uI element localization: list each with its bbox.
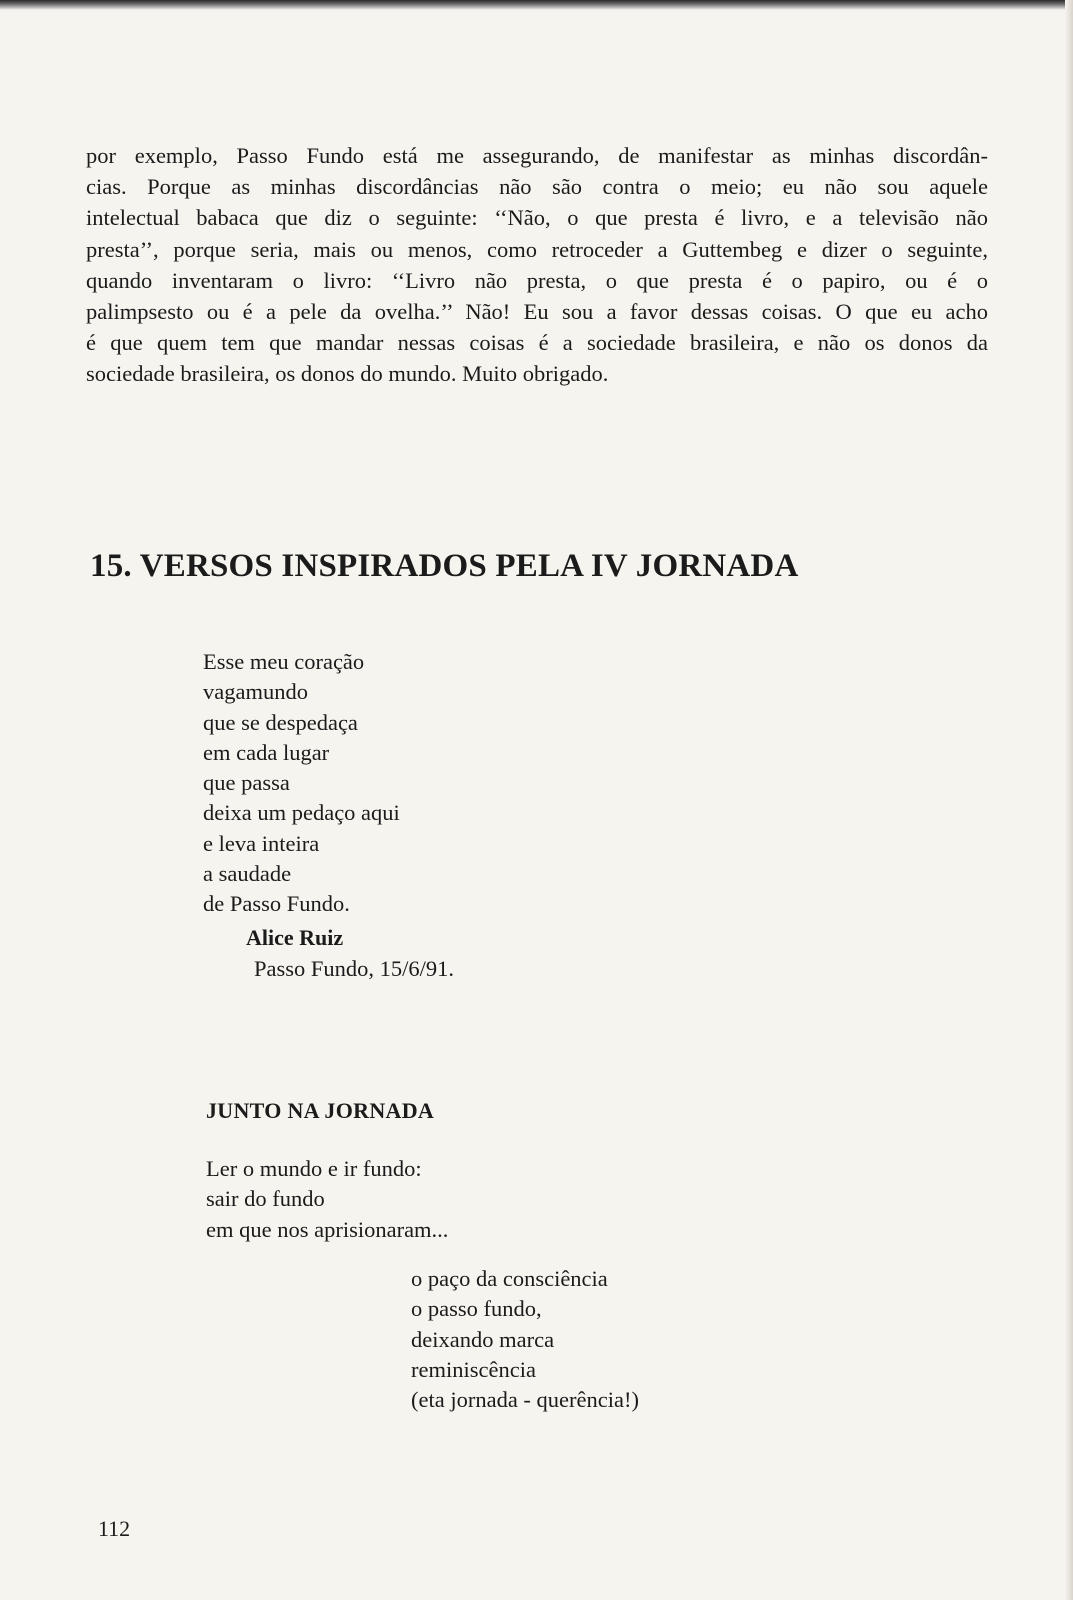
poem-verse: (eta jornada - querência!) <box>411 1387 639 1413</box>
poem-verse: deixando marca <box>411 1326 555 1352</box>
body-line: palimpsesto ou é a pele da ovelha.’’ Não! Eu sou a favor dessas coisas. O que eu acho <box>86 299 988 325</box>
poem-junto-stanza-1 <box>206 1154 448 1245</box>
body-paragraph <box>86 140 988 390</box>
poem-verse: que se despedaça <box>203 709 358 735</box>
poem-place-date: Passo Fundo, 15/6/91. <box>254 956 455 981</box>
poem-verse: Ler o mundo e ir fundo: <box>206 1156 422 1181</box>
poem-verse: a saudade <box>203 861 292 887</box>
body-line: sociedade brasileira, os donos do mundo. Muito obrigado. <box>86 361 609 387</box>
poem-junto-stanza-2 <box>411 1264 639 1415</box>
body-line: quando inventaram o livro: ‘‘Livro não presta, o que presta é o papiro, ou é o <box>86 267 988 293</box>
poem-verse: em cada lugar <box>203 739 330 765</box>
poem-verse: sair do fundo <box>206 1186 325 1212</box>
scan-right-edge <box>1065 0 1073 1600</box>
body-line: cias. Porque as minhas discordâncias não são contra o meio; eu não sou aquele <box>86 174 988 200</box>
section-title: 15. VERSOS INSPIRADOS PELA IV JORNADA <box>90 548 799 584</box>
poem-verse: e leva inteira <box>203 830 320 856</box>
page-number: 112 <box>98 1516 131 1541</box>
body-line: por exemplo, Passo Fundo está me assegurando, de manifestar as minhas discordân- <box>86 143 988 168</box>
poem-verse: deixa um pedaço aqui <box>203 800 400 826</box>
poem-verse: em que nos aprisionaram... <box>206 1216 449 1242</box>
poem-verse: Esse meu coração <box>203 649 365 674</box>
body-line: intelectual babaca que diz o seguinte: ‘‘Não, o que presta é livro, e a televisão não <box>86 205 988 231</box>
poem-verse: o passo fundo, <box>411 1296 542 1322</box>
scan-top-edge <box>0 0 1073 10</box>
body-line: presta’’, porque seria, mais ou menos, como retroceder a Guttembeg e dizer o seguinte, <box>86 236 988 262</box>
poem-verse: de Passo Fundo. <box>203 891 350 917</box>
poem-title: JUNTO NA JORNADA <box>206 1098 435 1123</box>
poem-verse: reminiscência <box>411 1356 536 1382</box>
poem-verse: que passa <box>203 770 290 796</box>
poem-author: Alice Ruiz <box>246 925 344 950</box>
poem-verse: o paço da consciência <box>411 1266 608 1291</box>
poem-alice-ruiz <box>203 647 400 920</box>
poem-verse: vagamundo <box>203 679 308 705</box>
body-line: é que quem tem que mandar nessas coisas é a sociedade brasileira, e não os donos da <box>86 330 988 356</box>
